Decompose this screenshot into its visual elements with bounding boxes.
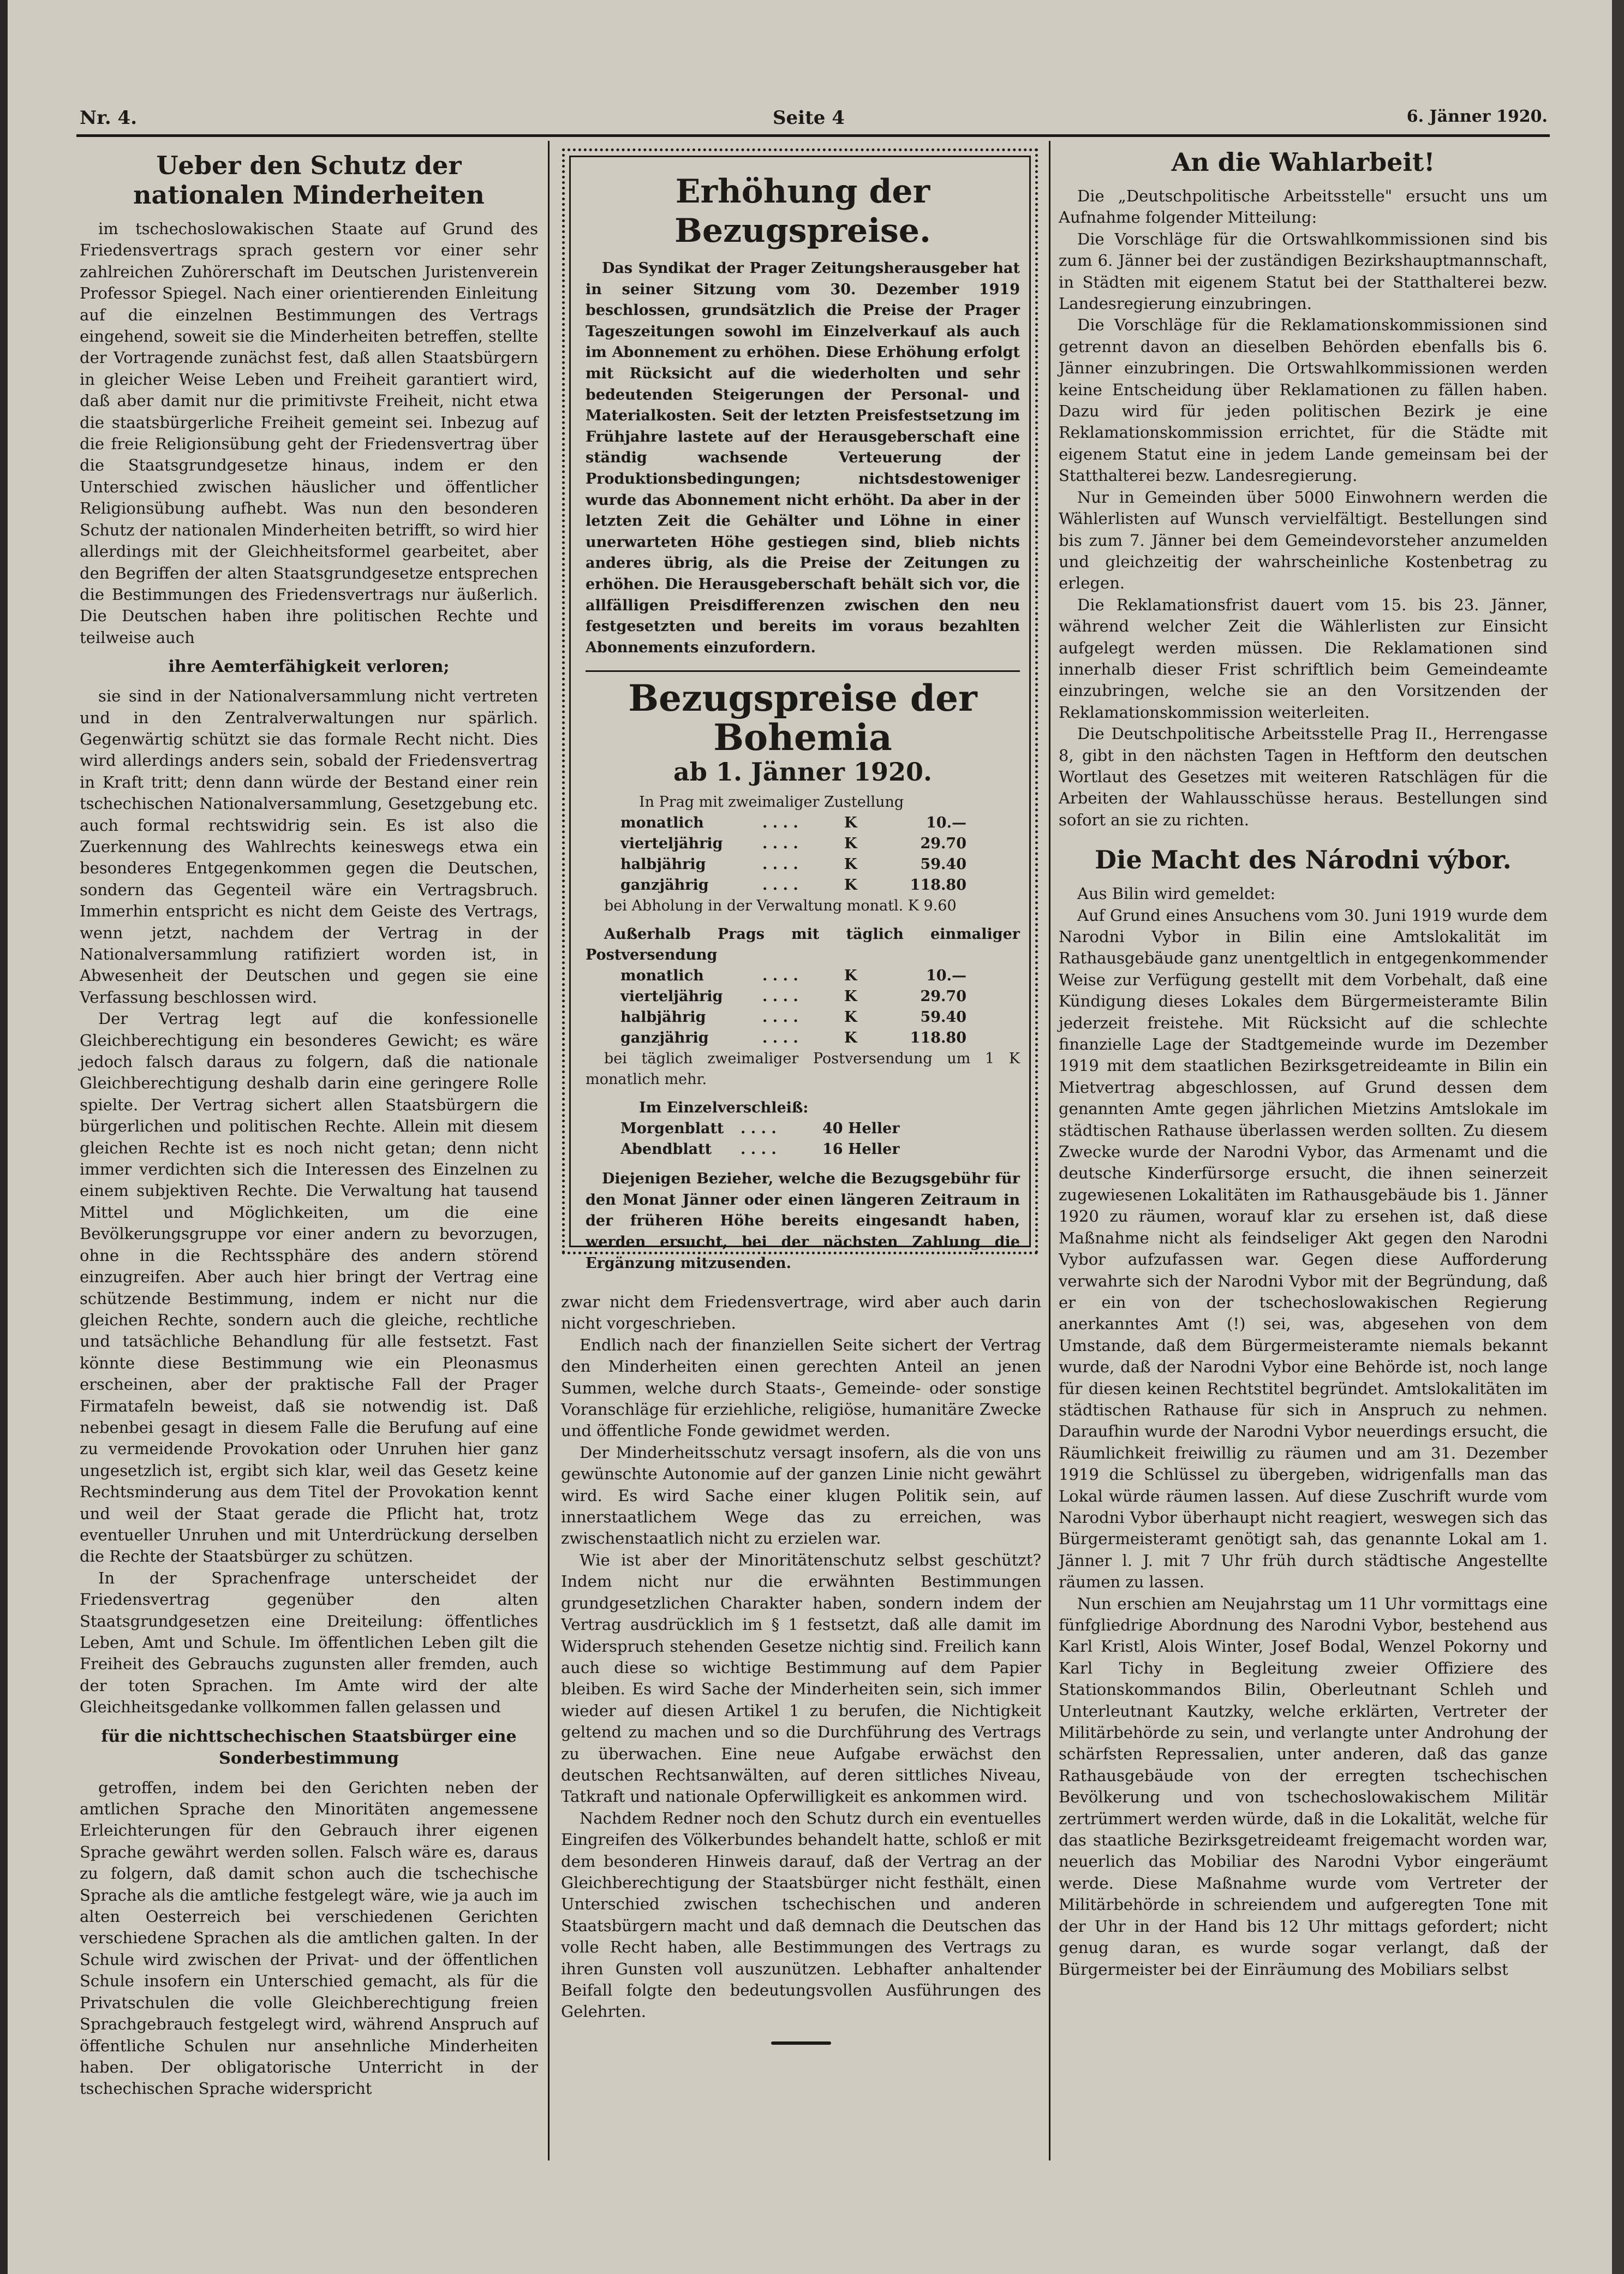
article-election-work <box>1059 143 1548 1980</box>
pickup-price: bei Abholung in der Verwaltung monatl. K 9.60 <box>604 897 957 915</box>
page-edge-left <box>0 0 8 2274</box>
issue-number: Nr. 4. <box>80 107 138 129</box>
issue-date: 6. Jänner 1920. <box>1406 107 1548 126</box>
separator <box>586 670 1020 672</box>
subheading: für die nichttschechischen Staatsbürger eine Sonderbestimmung <box>101 1727 517 1768</box>
end-ornament <box>771 2041 831 2045</box>
article-title: Die Macht des Národni výbor. <box>1095 845 1512 875</box>
paragraph: Die Deutschpolitische Arbeitsstelle Prag II., Herrengasse 8, gibt in den nächsten Tagen in Heftform den deutschen Wortlaut des Gesetzes mit weiteren Ratschlägen für die Arbeiten der Wahlausschüsse heraus. Bestellungen sind sofort an sie zu richten. <box>1059 724 1548 829</box>
price-title: Bezugspreise der Bohemia <box>628 677 977 759</box>
notice-text: Das Syndikat der Prager Zeitungsherausgeber hat in seiner Sitzung vom 30. Dezember 1919 beschlossen, grundsätzlich die Preise der Prager Tageszeitungen sowohl im Einzelverkauf als auch im Abonnement zu erhöhen. Diese Erhöhung erfolgt mit Rücksicht auf die wiederholten und sehr bedeutenden Steigerungen der Personal- und Materialkosten. Seit der letzten Preisfestsetzung im Frühjahre lastete auf der Herausgeberschaft eine ständig wachsende Verteuerung der Produktionsbedingungen; nichtsdestoweniger wurde das Abonnement nicht erhöht. Da aber in der letzten Zeit die Gehälter und Löhne in einer unerwarteten Höhe gestiegen sind, blieb nichts anderes übrig, als die Preise der Zeitungen zu erhöhen. Die Herausgeberschaft behält sich vor, die allfälligen Preisdifferenzen zwischen den neu festgesetzten und bereits im voraus bezahlten Abonnements einzufordern. <box>586 260 1020 656</box>
page-header <box>80 107 1548 132</box>
paragraph: In der Sprachenfrage unterscheidet der Friedensvertrag gegenüber den alten Staatsgrundgesetzen eine Dreiteilung: öffentliches Leben, Amt und Schule. Im öffentlichen Leben gilt die Freiheit des Gebrauchs zugunsten aller fremden, auch der toten Sprachen. Im Amte wird der alte Gleichheitsgedanke vollkommen fallen gelassen und <box>80 1568 538 1717</box>
price-subtitle: ab 1. Jänner 1920. <box>673 757 933 787</box>
twice-daily-note: bei täglich zweimaliger Postversendung um 1 K monatlich mehr. <box>586 1050 1020 1088</box>
column-divider <box>548 141 550 2160</box>
article-continuation <box>561 1291 1041 2045</box>
price-row: monatlich . . . . K 10.— <box>620 967 966 985</box>
paragraph: Nun erschien am Neujahrstag um 11 Uhr vormittags eine fünfgliedrige Abordnung des Narodni Vybor, bestehend aus Karl Kristl, Alois Winter, Josef Bodal, Wenzel Pokorny und Karl Tichy in Begleitung zweier Offiziere des Stationskommandos Bilin, Oberleutnant Schleh und Unterleutnant Kautzky, welche erklärten, Vertreter der Militärbehörde zu sein, und verlangte unter Androhung der schärfsten Repressalien, unter anderen, daß das ganze Rathausgebäude von der erregten tschechischen Bevölkerung und von tschechoslowakischem Militär zertrümmert werden würde, daß in die Lokalität, welche für das staatliche Bezirksgetreideamt freigemacht worden war, neuerlich das Mobiliar des Narodni Vybor eingeräumt werde. Diese Maßnahme wurde vom Vertreter der Militärbehörde in schreiendem und aufgeregten Tone mit der Uhr in der Hand bis 12 Uhr mittags gefordert; nicht genug daran, es wurde sogar verlangt, daß der Bürgermeister bei der Einräumung des Mobiliars selbst <box>1059 1594 1548 1979</box>
paragraph: Auf Grund eines Ansuchens vom 30. Juni 1919 wurde dem Narodni Vybor in Bilin eine Amtslokalität im Rathausgebäude ganz unentgeltlich in entgegenkommender Weise zur Verfügung gestellt mit dem Vorbehalt, daß eine Kündigung dieses Lokales dem Bürgermeisteramte Bilin jederzeit freistehe. Mit Rücksicht auf die schlechte finanzielle Lage der Stadtgemeinde wurde im Dezember 1919 mit dem staatlichen Bezirksgetreideamte in Bilin ein Mietvertrag abgeschlossen, auf Grund dessen dem genannten Amte gegen jährlichen Mietzins Amtslokale im städtischen Rathause überlassen werden sollten. Zu diesem Zwecke wurde der Narodni Vybor, das Armenamt und die deutsche Kinderfürsorge ersucht, die ihnen seinerzeit zugewiesenen Lokalitäten im Rathausgebäude bis 1. Jänner 1920 zu räumen, worauf klar zu ersehen ist, daß diese Maßnahme nicht als feindseliger Akt gegen den Narodni Vybor aufzufassen war. Gegen diese Aufforderung verwahrte sich der Narodni Vybor mit der Begründung, daß er ein von der tschechoslowakischen Regierung anerkanntes Amt (!) sei, was, abgesehen von dem Umstande, daß dem Bürgermeisteramte niemals bekannt wurde, daß der Narodni Vybor eine Behörde ist, noch lange für diesen keinen Rechtstitel begründet. Amtslokalitäten im städtischen Rathause für sich in Anspruch zu nehmen. Daraufhin wurde der Narodni Vybor neuerdings ersucht, die Räumlichkeit freiwillig zu räumen und am 31. Dezember 1919 die Schlüssel zu übergeben, widrigenfalls man das Lokal würde räumen lassen. Auf diese Zuschrift wurde vom Narodni Vybor überhaupt nicht reagiert, weswegen sich das Bürgermeisteramt genötigt sah, das genannte Lokal am 1. Jänner l. J. mit 7 Uhr früh durch städtische Angestellte räumen zu lassen. <box>1059 906 1548 1592</box>
paragraph: Nur in Gemeinden über 5000 Einwohnern werden die Wählerlisten auf Wunsch vervielfältigt. Bestellungen sind bis zum 7. Jänner bei dem Gemeindevorsteher anzumelden und gleichzeitig der wahrscheinliche Kostenbetrag zu erlegen. <box>1059 487 1548 593</box>
article-minority-protection <box>80 143 538 2100</box>
single-sale-intro: Im Einzelverschleiß: <box>639 1099 809 1117</box>
page-edge-right <box>1612 0 1624 2274</box>
paragraph: Die „Deutschpolitische Arbeitsstelle" ersucht uns um Aufnahme folgender Mitteilung: <box>1059 187 1548 227</box>
price-row: vierteljährig . . . . K 29.70 <box>620 835 966 853</box>
price-row: vierteljährig . . . . K 29.70 <box>620 988 966 1005</box>
price-row: monatlich . . . . K 10.— <box>620 814 966 832</box>
paragraph: Die Vorschläge für die Reklamationskommissionen sind getrennt davon an dieselben Behörden ebenfalls bis 6. Jänner einzubringen. Die Ortswahlkommissionen werden keine Entscheidung über Reklamationen zu fällen haben. Dazu wird für jeden politischen Bezirk je eine Reklamationskommission errichtet, für die Städte mit eigenem Statut eine in jedem Lande gemeinsam bei der Statthalterei bezw. Landesregierung. <box>1059 315 1548 485</box>
column-divider <box>1049 141 1050 2160</box>
paragraph: Aus Bilin wird gemeldet: <box>1077 884 1276 903</box>
price-row: halbjährig . . . . K 59.40 <box>620 1009 966 1026</box>
paragraph: sie sind in der Nationalversammlung nicht vertreten und in den Zentralverwaltungen nur spärlich. Gegenwärtig schützt sie das formale Recht nicht. Dies wird allerdings anders sein, sobald der Friedensvertrag in Kraft tritt; denn dann würde der Bestand einer rein tschechischen Nationalversammlung, Gesetzgebung etc. auch formal rechtswidrig sein. Es ist also die Zuerkennung des Wahlrechts keineswegs etwa ein besonderes Entgegenkommen gegen die Deutschen, sondern das Gegenteil wäre ein Vertragsbruch. Immerhin entspricht es nicht dem Geiste des Vertrags, wenn jetzt, nachdem der Vertrag in der Nationalversammlung ratifiziert worden ist, in Abwesenheit der Deutschen und gegen sie eine Verfassung beschlossen wird. <box>80 687 538 1007</box>
header-rule <box>76 134 1550 137</box>
page-number: Seite 4 <box>773 107 845 129</box>
article-title: Ueber den Schutz der nationalen Minderheiten <box>133 151 485 210</box>
notice-title: Erhöhung der Bezugspreise. <box>674 172 931 250</box>
prague-intro: In Prag mit zweimaliger Zustellung <box>639 794 904 811</box>
paragraph: im tschechoslowakischen Staate auf Grund des Friedensvertrags sprach gestern vor einer sehr zahlreichen Zuhörerschaft im Deutschen Juristenverein Professor Spiegel. Nach einer orientierenden Einleitung auf die einzelnen Bestimmungen des Vertrags eingehend, soweit sie die Minderheiten betreffen, stellte der Vortragende zunächst fest, daß allen Staatsbürgern in gleicher Weise Leben und Freiheit garantiert wird, daß aber damit nur die primitivste Freiheit, nicht etwa die staatsbürgerliche Freiheit gemeint sei. Inbezug auf die freie Religionsübung geht der Friedensvertrag über die Staatsgrundgesetze hinaus, indem er den Unterschied zwischen häuslicher und öffentlicher Religionsübung aufhebt. Was nun den besonderen Schutz der nationalen Minderheiten betrifft, so wird hier allerdings mit der Gleichheitsformel gearbeitet, aber den Begriffen der alten Staatsgrundgesetze entsprechen die Bestimmungen des Friedensvertrags nur äußerlich. Die Deutschen haben ihre politischen Rechte und teilweise auch <box>80 219 538 647</box>
price-notice-box <box>562 148 1038 1272</box>
outside-intro: Außerhalb Prags mit täglich einmaliger Postversendung <box>586 926 1020 964</box>
paragraph: getroffen, indem bei den Gerichten neben der amtlichen Sprache den Minoritäten angemessene Erleichterungen für den Gebrauch ihrer eigenen Sprache gewährt werden sollen. Falsch wäre es, daraus zu folgern, daß damit schon auch die tschechische Sprache als die amtliche festgelegt wäre, wie ja auch im alten Oesterreich bei verschiedenen Gerichten verschiedene Sprachen als die amtlichen galten. In der Schule wird zwischen der Privat- und der öffentlichen Schule insofern ein Unterschied gemacht, als für die Privatschulen die volle Gleichberechtigung freien Sprachgebrauch festgelegt wird, während Anspruch auf öffentliche Schulen nur ansehnliche Minderheiten haben. Der obligatorische Unterricht in der tschechischen Sprache widerspricht <box>80 1778 538 2098</box>
paragraph: Nachdem Redner noch den Schutz durch ein eventuelles Eingreifen des Völkerbundes behandelt hatte, schloß er mit dem besonderen Hinweis darauf, daß der Vertrag an der Gleichberechtigung der Staatsbürger nicht festhält, einen Unterschied zwischen tschechischen und anderen Staatsbürgern macht und daß demnach die Deutschen das volle Recht haben, alle Bestimmungen des Vertrags zu ihren Gunsten voll auszunützen. Lebhafter anhaltender Beifall folgte den bedeutungsvollen Ausführungen des Gelehrten. <box>561 1808 1041 2021</box>
paragraph: zwar nicht dem Friedensvertrage, wird aber auch darin nicht vorgeschrieben. <box>561 1293 1041 1333</box>
subscriber-note: Diejenigen Bezieher, welche die Bezugsgebühr für den Monat Jänner oder einen längeren Zeitraum in der früheren Höhe bereits eingesandt haben, werden ersucht, bei der nächsten Zahlung die Ergänzung mitzusenden. <box>586 1170 1020 1272</box>
paragraph: Wie ist aber der Minoritätenschutz selbst geschützt? Indem nicht nur die erwähnten Bestimmungen grundgesetzlichen Charakter haben, sondern indem der Vertrag ausdrücklich im § 1 festsetzt, daß alle damit im Widerspruch stehenden Gesetze nichtig sind. Freilich kann auch diese so wichtige Bestimmung auf dem Papier bleiben. Es wird Sache der Minderheiten sein, sich immer wieder auf diesen Artikel 1 zu berufen, die Nichtigkeit geltend zu machen und so die Durchführung des Vertrags zu überwachen. Eine neue Aufgabe erwächst den deutschen Rechtsanwälten, auf deren sittliches Niveau, Tatkraft und nationale Opferwilligkeit es ankommen wird. <box>561 1550 1041 1806</box>
paragraph: Der Minderheitsschutz versagt insofern, als die von uns gewünschte Autonomie auf der ganzen Linie nicht gewährt wird. Es wird Sache einer klugen Politik sein, auf innerstaatlichem Wege das zu erreichen, was zwischenstaatlich nicht zu erzielen war. <box>561 1443 1041 1548</box>
price-row: ganzjährig . . . . K 118.80 <box>620 1029 966 1047</box>
paragraph: Die Vorschläge für die Ortswahlkommissionen sind bis zum 6. Jänner bei der zuständigen Bezirkshauptmannschaft, in Städten mit eigenem Statut bei der Statthalterei bezw. Landesregierung einzubringen. <box>1059 229 1548 313</box>
paragraph: Endlich nach der finanziellen Seite sichert der Vertrag den Minderheiten einen gerechten Anteil an jenen Summen, welche durch Staats-, Gemeinde- oder sonstige Voranschläge für erziehliche, religiöse, humanitäre Zwecke und öffentliche Fonde gewidmet werden. <box>561 1335 1041 1440</box>
single-price-row: Abendblatt . . . . 16 Heller <box>620 1141 900 1158</box>
subheading: ihre Aemterfähigkeit verloren; <box>168 657 450 677</box>
price-row: ganzjährig . . . . K 118.80 <box>620 877 966 894</box>
single-price-row: Morgenblatt . . . . 40 Heller <box>620 1120 900 1138</box>
paragraph: Der Vertrag legt auf die konfessionelle Gleichberechtigung ein besonderes Gewicht; es wäre jedoch falsch daraus zu folgern, daß die nationale Gleichberechtigung deshalb darin eine geringere Rolle spielte. Der Vertrag sichert allen Staatsbürgern die bürgerlichen und politischen Rechte. Allein mit diesem gleichen Rechte ist es noch nicht getan; denn nicht immer verdichten sich die Interessen des Einzelnen zu einem subjektiven Rechte. Die Verwaltung hat tausend Mittel und Möglichkeiten, um die eine Bevölkerungsgruppe vor einer andern zu bevorzugen, ohne in die Rechtssphäre des andern störend einzugreifen. Aber auch hier bringt der Vertrag eine schützende Bestimmung, indem er nicht nur die gleichen Rechte, sondern auch die gleiche, rechtliche und tatsächliche Behandlung für alle festsetzt. Fast könnte diese Bestimmung wie ein Pleonasmus erscheinen, aber der praktische Fall der Prager Firmatafeln beweist, daß sie notwendig ist. Daß nebenbei gesagt in diesem Falle die Berufung auf eine zu vermeidende Provokation oder Unruhen hier ganz ungesetzlich ist, ergibt sich klar, weil das Gesetz keine Rechtsminderung aus dem Titel der Provokation kennt und weil der Staat gerade die Pflicht hat, trotz eventueller Unruhen und mit Unterdrückung derselben die Rechte der Staatsbürger zu schützen. <box>80 1009 538 1566</box>
paragraph: Die Reklamationsfrist dauert vom 15. bis 23. Jänner, während welcher Zeit die Wählerlisten zur Einsicht aufgelegt werden müssen. Die Reklamationen sind innerhalb dieser Frist schriftlich beim Gemeindeamte einzubringen, welche sie an den Vorsitzenden der Reklamationskommission weiterleiten. <box>1059 595 1548 722</box>
article-title: An die Wahlarbeit! <box>1171 147 1435 177</box>
price-row: halbjährig . . . . K 59.40 <box>620 856 966 873</box>
